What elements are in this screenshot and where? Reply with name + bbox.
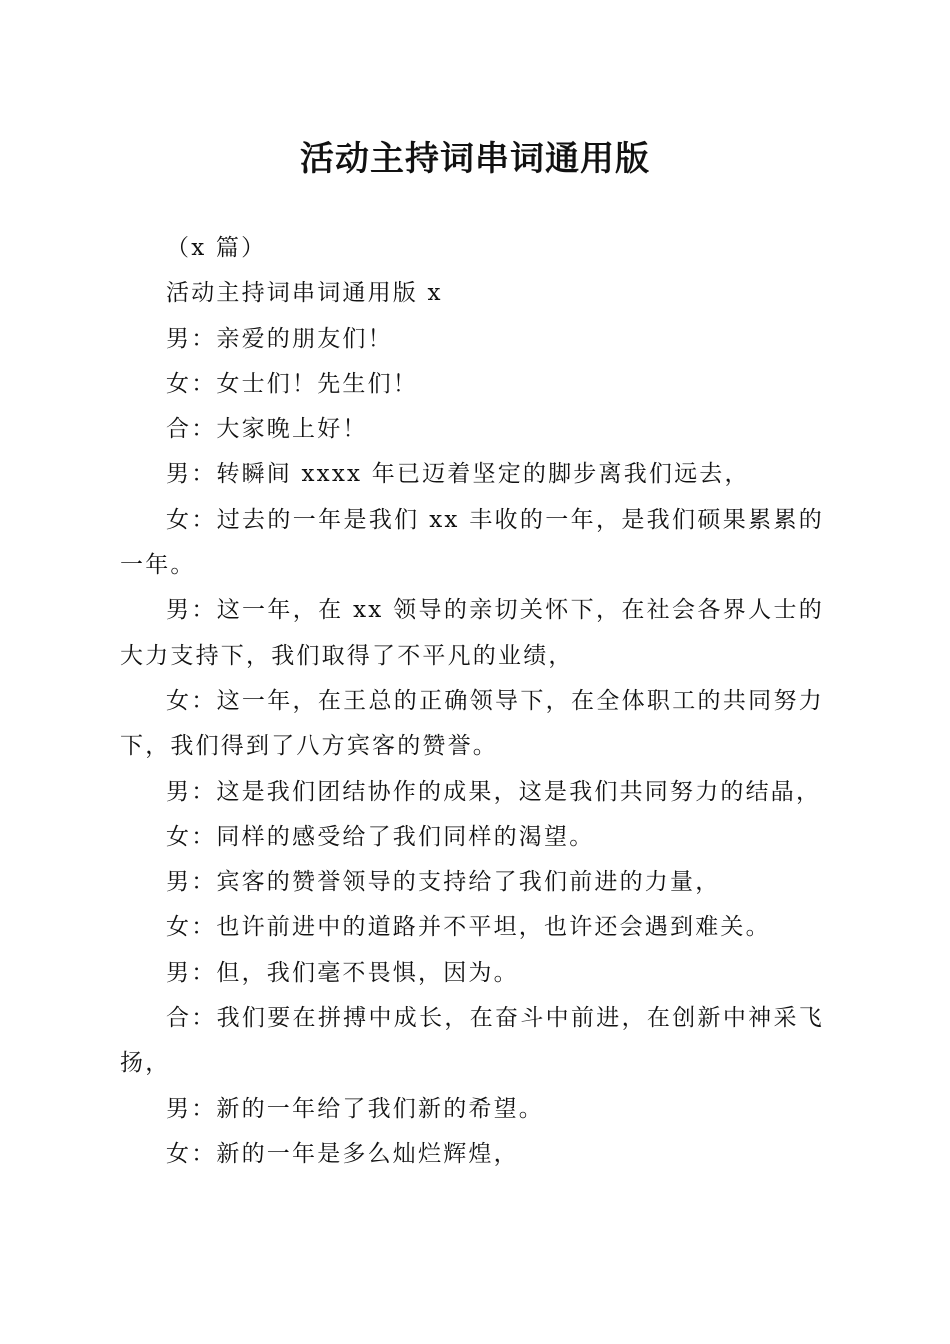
paragraph: 男：这是我们团结协作的成果，这是我们共同努力的结晶， [166, 778, 822, 805]
paragraph: 男：这一年，在 xx 领导的亲切关怀下，在社会各界人士的大力支持下，我们取得了不平凡的业绩， [120, 597, 824, 669]
paragraph-subtitle: 活动主持词串词通用版 x [166, 280, 443, 307]
paragraph: 男：亲爱的朋友们！ [166, 325, 393, 352]
document-body [120, 226, 824, 1177]
paragraph: 女：同样的感受给了我们同样的渴望。 [166, 823, 595, 850]
paragraph: 女：新的一年是多么灿烂辉煌， [166, 1140, 519, 1167]
paragraph: 女：女士们！先生们！ [166, 370, 418, 397]
paragraph-count-note: （x 篇） [166, 235, 267, 261]
paragraph: 男：转瞬间 xxxx 年已迈着坚定的脚步离我们远去， [166, 461, 750, 488]
paragraph: 女：也许前进中的道路并不平坦，也许还会遇到难关。 [166, 914, 771, 941]
paragraph: 合：我们要在拼搏中成长，在奋斗中前进，在创新中神采飞扬， [120, 1005, 824, 1077]
paragraph: 男：宾客的赞誉领导的支持给了我们前进的力量， [166, 869, 721, 896]
document-title: 活动主持词串词通用版 [300, 139, 650, 179]
paragraph: 合：大家晚上好！ [166, 416, 368, 443]
paragraph: 男：但，我们毫不畏惧，因为。 [166, 959, 519, 986]
paragraph: 女：过去的一年是我们 xx 丰收的一年，是我们硕果累累的一年。 [120, 506, 824, 579]
paragraph: 女：这一年，在王总的正确领导下，在全体职工的共同努力下，我们得到了八方宾客的赞誉。 [120, 687, 824, 760]
paragraph: 男：新的一年给了我们新的希望。 [166, 1095, 544, 1122]
